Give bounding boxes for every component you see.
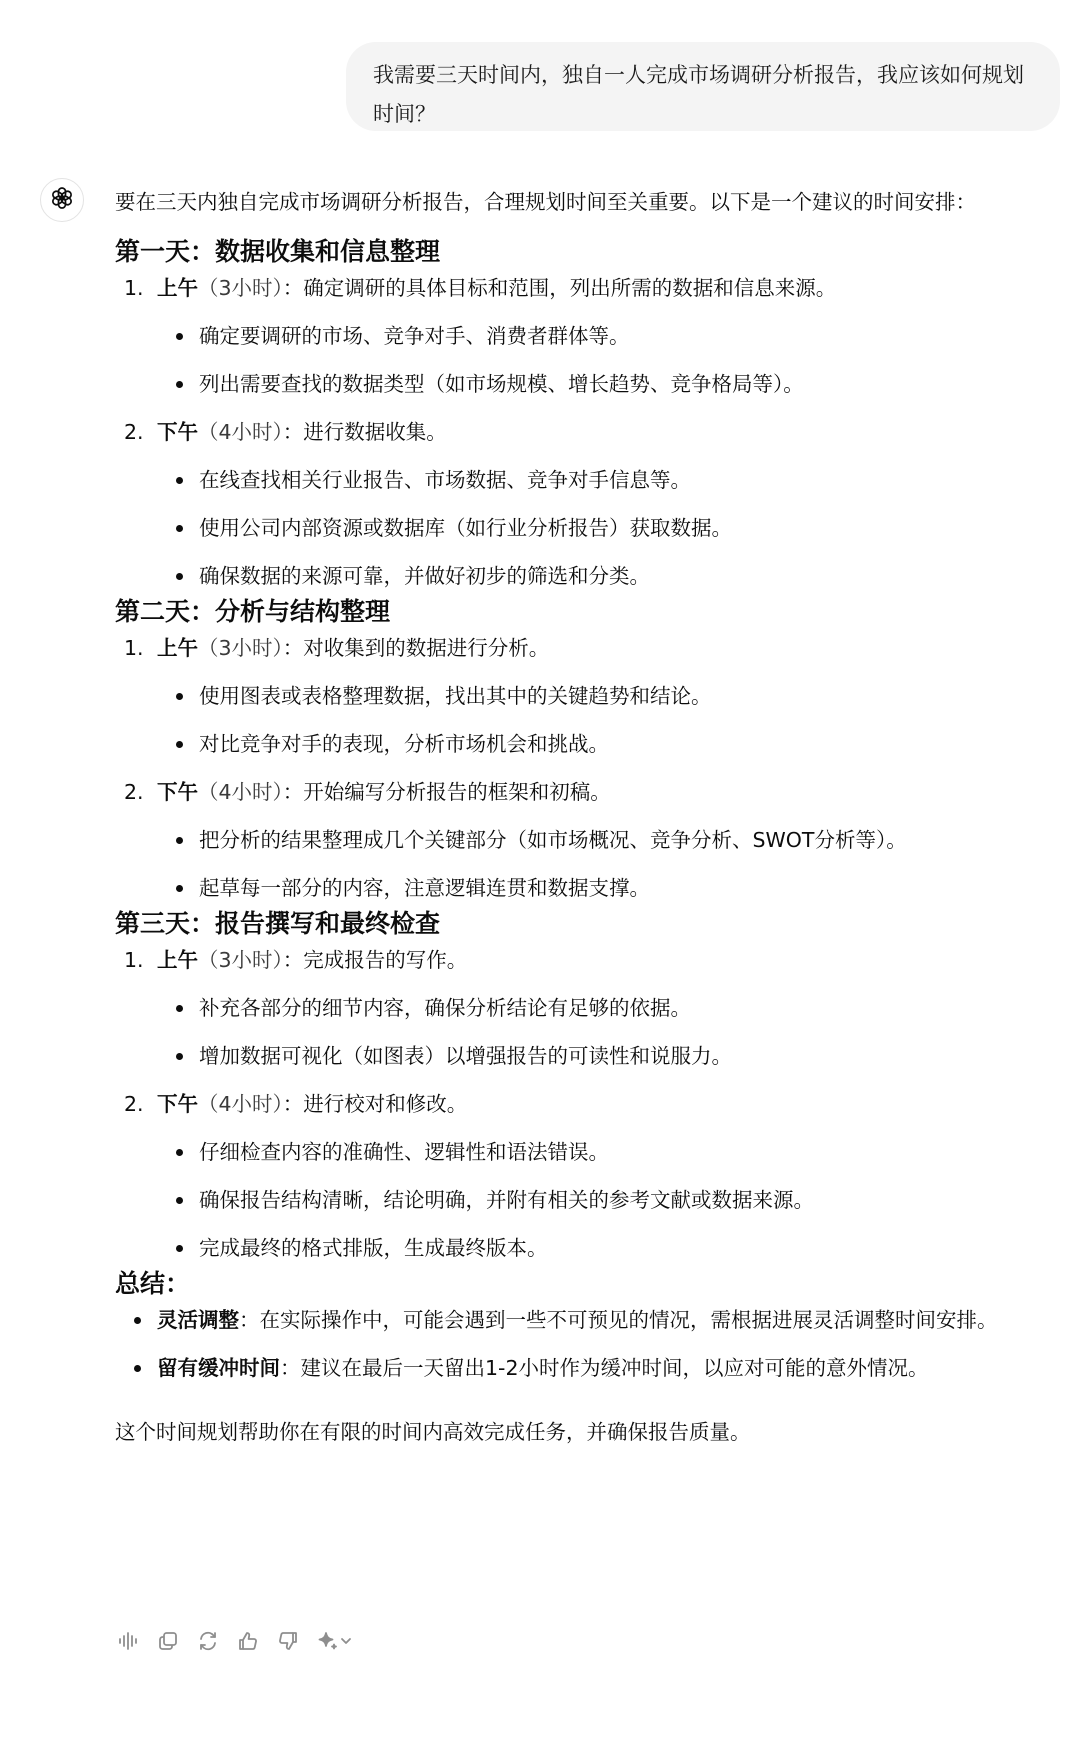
slot-hours: （4小时） [198, 1092, 283, 1116]
user-message-text: 我需要三天时间内，独自一人完成市场调研分析报告，我应该如何规划时间？ [373, 63, 1024, 126]
slot-task: ：确定调研的具体目标和范围，列出所需的数据和信息来源。 [282, 276, 837, 300]
list-item: 在线查找相关行业报告、市场数据、竞争对手信息等。 [157, 462, 1045, 498]
day-2-title: 第二天：分析与结构整理 [115, 597, 391, 626]
message-actions [115, 1623, 357, 1659]
thumbs-down-button[interactable] [275, 1628, 301, 1654]
read-aloud-icon [117, 1630, 139, 1652]
copy-button[interactable] [155, 1628, 181, 1654]
item-number: 2. [124, 780, 144, 804]
thumbs-down-icon [277, 1630, 299, 1652]
list-item [115, 1086, 1045, 1266]
list-item: 使用图表或表格整理数据，找出其中的关键趋势和结论。 [157, 678, 1045, 714]
slot-hours: （4小时） [198, 420, 283, 444]
slot-hours: （3小时） [198, 636, 283, 660]
user-message-bubble [346, 42, 1060, 131]
item-number: 2. [124, 420, 144, 444]
list-item [115, 942, 1045, 1074]
day-1-schedule [115, 270, 1045, 594]
assistant-avatar [40, 178, 84, 222]
list-item [115, 270, 1045, 402]
slot-task: ：进行数据收集。 [282, 420, 447, 444]
item-number: 1. [124, 276, 144, 300]
slot-task: ：开始编写分析报告的框架和初稿。 [282, 780, 611, 804]
item-number: 1. [124, 636, 144, 660]
day-3-title: 第三天：报告撰写和最终检查 [115, 909, 441, 938]
list-item: 确定要调研的市场、竞争对手、消费者群体等。 [157, 318, 1045, 354]
slot-name: 上午 [157, 276, 198, 300]
list-item: 确保报告结构清晰，结论明确，并附有相关的参考文献或数据来源。 [157, 1182, 1045, 1218]
list-item: 起草每一部分的内容，注意逻辑连贯和数据支撑。 [157, 870, 1045, 906]
day-1-title: 第一天：数据收集和信息整理 [115, 237, 441, 266]
list-item [115, 414, 1045, 594]
sparkle-model-icon [316, 1630, 356, 1652]
slot-hours: （3小时） [198, 276, 283, 300]
day-2-schedule [115, 630, 1045, 906]
day-3-schedule [115, 942, 1045, 1266]
summary-title: 总结： [115, 1269, 191, 1298]
list-item: 仔细检查内容的准确性、逻辑性和语法错误。 [157, 1134, 1045, 1170]
list-item [115, 1302, 1045, 1338]
closing-text: 这个时间规划帮助你在有限的时间内高效完成任务，并确保报告质量。 [115, 1420, 751, 1444]
list-item [115, 774, 1045, 906]
copy-icon [157, 1630, 179, 1652]
slot-name: 下午 [157, 420, 198, 444]
regenerate-icon [197, 1630, 219, 1652]
openai-logo-icon [49, 185, 75, 215]
summary-label: 留有缓冲时间 [157, 1356, 280, 1380]
slot-hours: （3小时） [198, 948, 283, 972]
regenerate-button[interactable] [195, 1628, 221, 1654]
slot-task: ：对收集到的数据进行分析。 [282, 636, 550, 660]
thumbs-up-icon [237, 1630, 259, 1652]
item-number: 1. [124, 948, 144, 972]
slot-hours: （4小时） [198, 780, 283, 804]
summary-text: ：在实际操作中，可能会遇到一些不可预见的情况，需根据进展灵活调整时间安排。 [239, 1308, 998, 1332]
summary-label: 灵活调整 [157, 1308, 239, 1332]
intro-text: 要在三天内独自完成市场调研分析报告，合理规划时间至关重要。以下是一个建议的时间安排： [115, 190, 976, 214]
list-item: 对比竞争对手的表现，分析市场机会和挑战。 [157, 726, 1045, 762]
list-item [115, 630, 1045, 762]
slot-task: ：进行校对和修改。 [282, 1092, 468, 1116]
assistant-message [115, 184, 1045, 1450]
list-item [115, 1350, 1045, 1386]
summary-list [115, 1302, 1045, 1386]
model-switch-button[interactable] [315, 1628, 357, 1654]
slot-name: 上午 [157, 636, 198, 660]
summary-text: ：建议在最后一天留出1-2小时作为缓冲时间，以应对可能的意外情况。 [280, 1356, 929, 1380]
list-item: 把分析的结果整理成几个关键部分（如市场概况、竞争分析、SWOT分析等）。 [157, 822, 1045, 858]
list-item: 完成最终的格式排版，生成最终版本。 [157, 1230, 1045, 1266]
slot-name: 上午 [157, 948, 198, 972]
slot-task: ：完成报告的写作。 [282, 948, 468, 972]
list-item: 增加数据可视化（如图表）以增强报告的可读性和说服力。 [157, 1038, 1045, 1074]
thumbs-up-button[interactable] [235, 1628, 261, 1654]
list-item: 列出需要查找的数据类型（如市场规模、增长趋势、竞争格局等）。 [157, 366, 1045, 402]
list-item: 使用公司内部资源或数据库（如行业分析报告）获取数据。 [157, 510, 1045, 546]
list-item: 补充各部分的细节内容，确保分析结论有足够的依据。 [157, 990, 1045, 1026]
slot-name: 下午 [157, 780, 198, 804]
slot-name: 下午 [157, 1092, 198, 1116]
item-number: 2. [124, 1092, 144, 1116]
list-item: 确保数据的来源可靠，并做好初步的筛选和分类。 [157, 558, 1045, 594]
read-aloud-button[interactable] [115, 1628, 141, 1654]
